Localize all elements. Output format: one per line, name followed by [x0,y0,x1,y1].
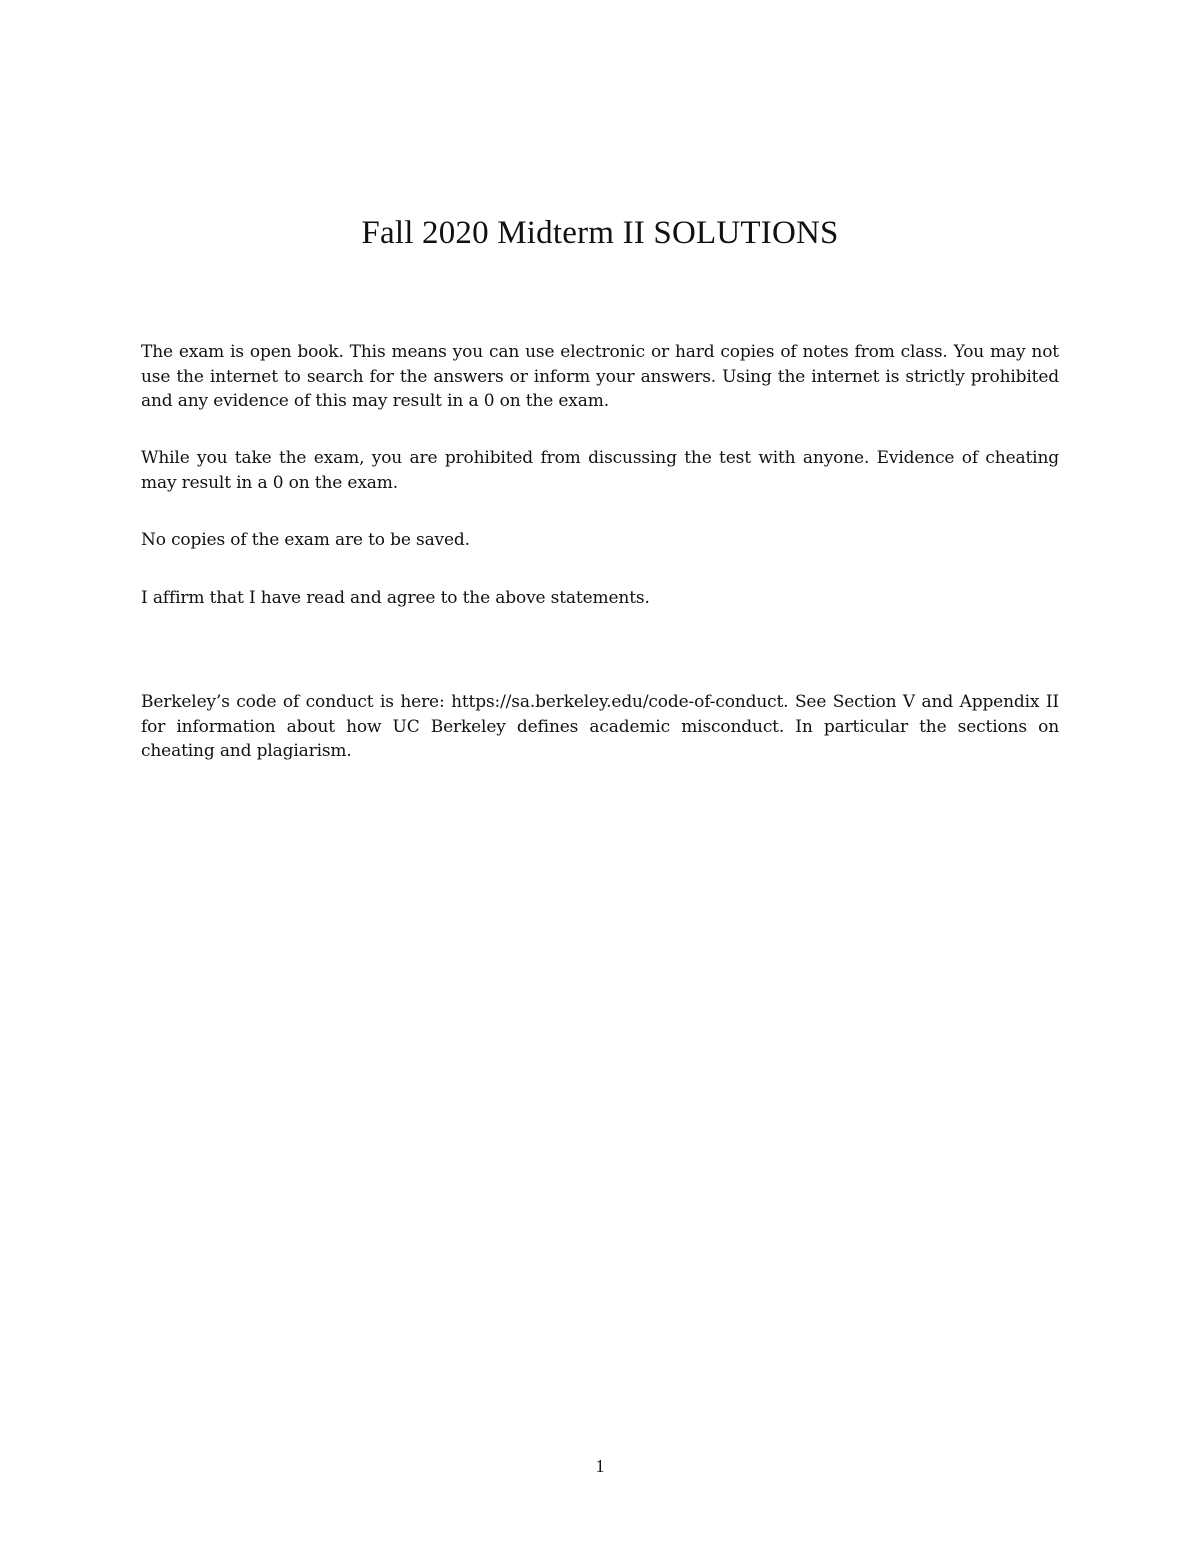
code-of-conduct-paragraph: Berkeley’s code of conduct is here: https://sa.berkeley.edu/code-of-conduct. See Section V and Appendix II for information about how UC Berkeley defines academic misconduct. In particular the sections on cheating and plagiarism. [141,692,1059,761]
no-copies-paragraph: No copies of the exam are to be saved. [141,530,470,550]
exam-rules-paragraph: The exam is open book. This means you can use electronic or hard copies of notes from class. You may not use the internet to search for the answers or inform your answers. Using the internet is strictly prohibited and any evidence of this may result in a 0 on the exam. [141,342,1059,411]
affirmation-paragraph: I affirm that I have read and agree to the above statements. [141,588,650,608]
no-discussion-paragraph: While you take the exam, you are prohibited from discussing the test with anyone. Evidence of cheating may result in a 0 on the exam. [141,448,1059,493]
page-number: 1 [595,1456,605,1476]
document-title: Fall 2020 Midterm II SOLUTIONS [361,215,839,251]
